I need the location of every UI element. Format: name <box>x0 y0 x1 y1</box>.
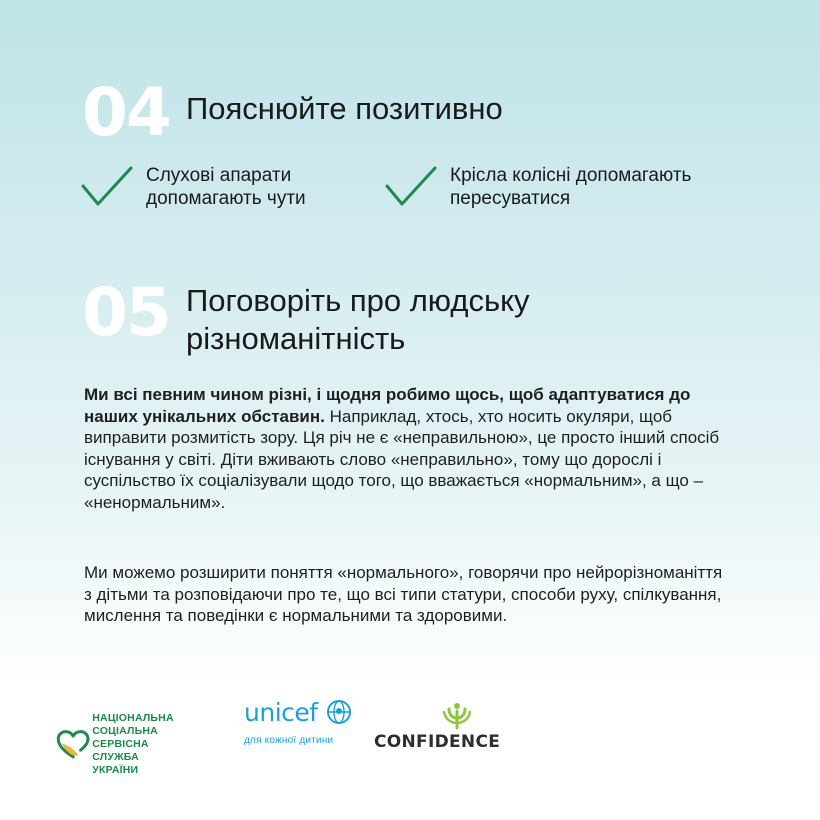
check-item-wheelchairs <box>384 164 750 210</box>
nssu-line: СЛУЖБА УКРАЇНИ <box>92 751 139 776</box>
nssu-line: НАЦІОНАЛЬНА <box>92 712 174 724</box>
section-05 <box>82 274 646 358</box>
heart-hands-icon <box>56 725 90 765</box>
nssu-logo <box>56 712 186 777</box>
section-heading: Пояснюйте позитивно <box>186 91 503 126</box>
paragraph-bold-lead: Ми всі певним чином різні, і щодня робимо щось, щоб адаптуватися до наших унікальних обставин. <box>84 385 691 426</box>
check-item-hearing-aids <box>80 164 346 210</box>
unicef-tagline: для кожної дитини <box>244 735 334 746</box>
section-number: 04 <box>82 74 170 151</box>
section-04 <box>82 74 503 151</box>
paragraph-body: Наприклад, хтось, хто носить окуляри, щоб виправити розмитість зору. Ця річ не є «неправильною», це просто інший спосіб існування у світі. Діти вживають слово «неправильно», тому що дорослі і суспільство їх соціалізували щодо того, що вважається «нормальним», а що – «ненормальним». <box>84 406 720 512</box>
confidence-wordmark: CONFIDENCE <box>374 732 501 752</box>
section-heading: Поговоріть про людську різноманітність <box>186 283 530 356</box>
checkmark-icon <box>80 164 134 210</box>
unicef-globe-icon <box>326 699 352 725</box>
check-text: Крісла колісні допомагають пересуватися <box>450 165 692 209</box>
paragraph-diversity <box>84 384 724 513</box>
confidence-sprout-icon <box>442 702 472 730</box>
section-number: 05 <box>82 274 170 351</box>
unicef-logo <box>244 698 354 746</box>
paragraph-normal: Ми можемо розширити поняття «нормального», говорячи про нейрорізноманіття з дітьми та розповідаючи про те, що всі типи статури, способи руху, спілкування, мислення та поведінки є нормальними та здоровими. <box>84 563 723 625</box>
nssu-line: СОЦІАЛЬНА СЕРВІСНА <box>92 725 158 750</box>
check-text: Слухові апарати допомагають чути <box>146 165 306 209</box>
unicef-wordmark: unicef <box>244 698 318 727</box>
checkmark-icon <box>384 164 438 210</box>
